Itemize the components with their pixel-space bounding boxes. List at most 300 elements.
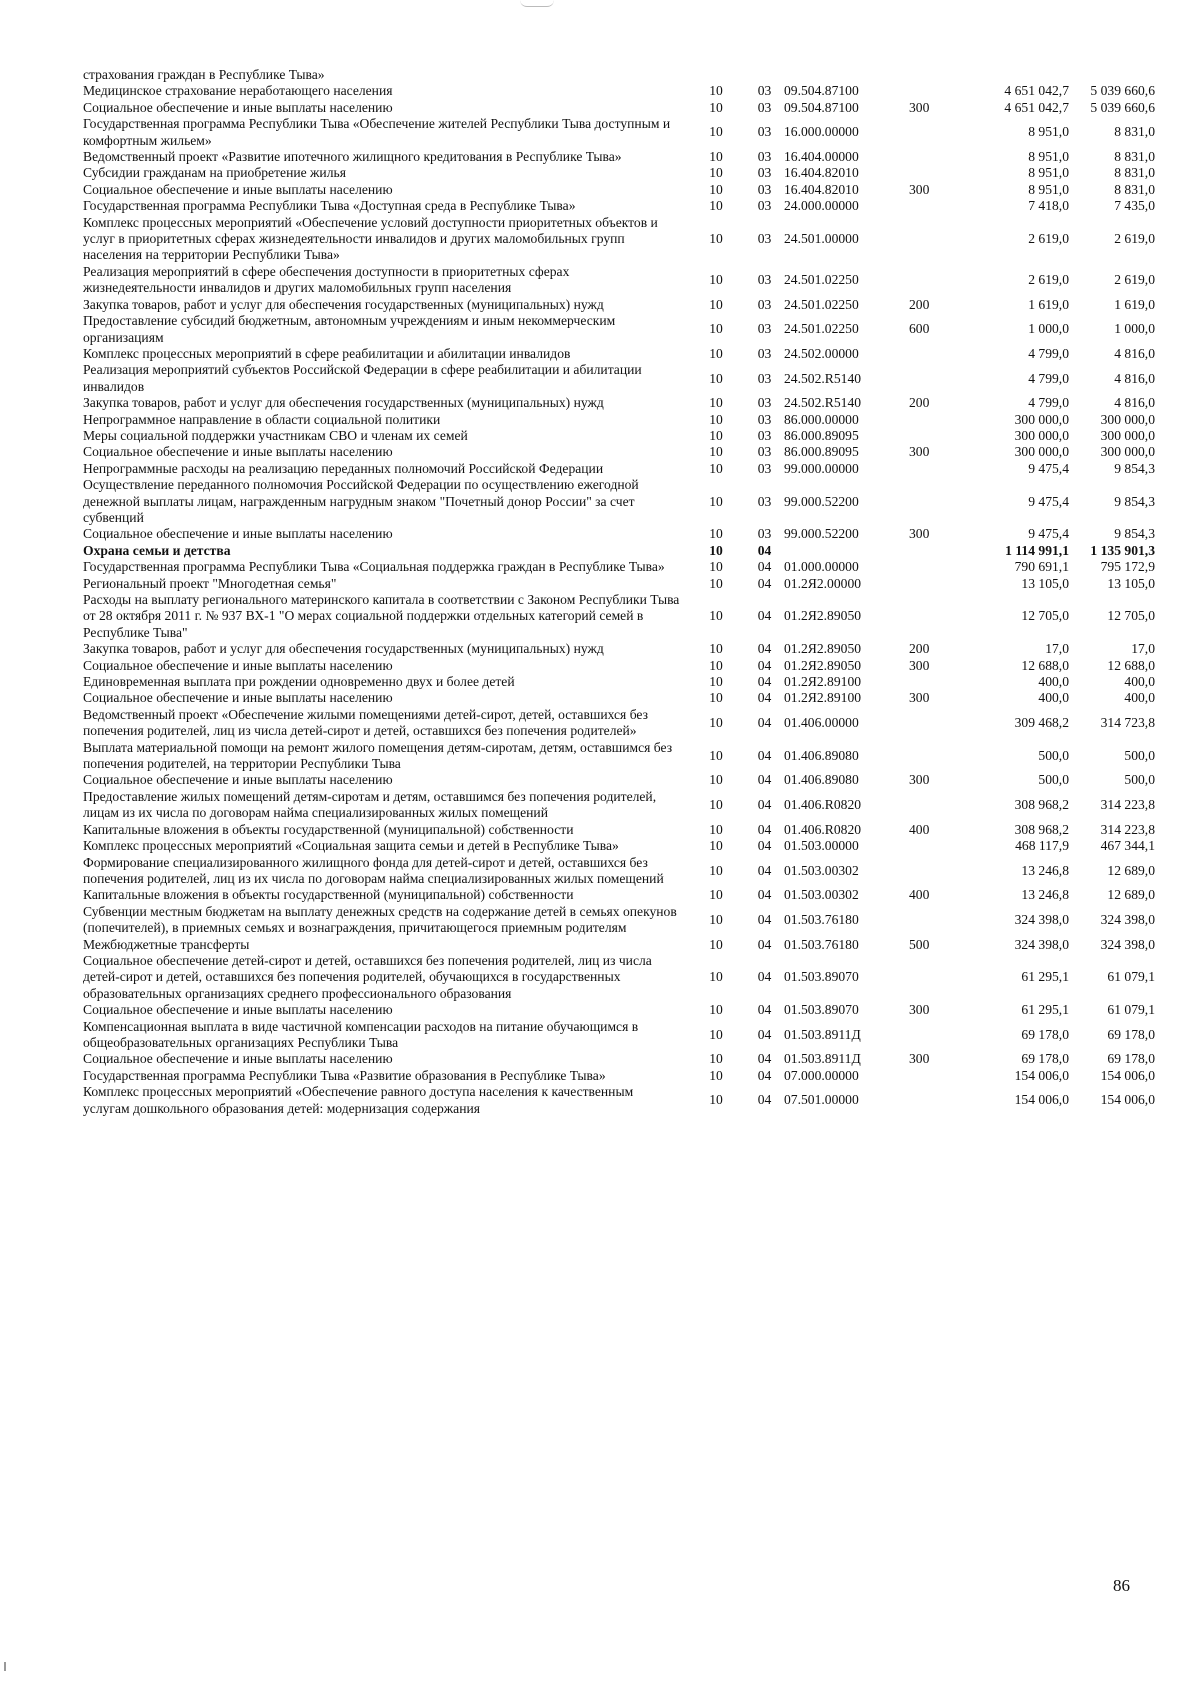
row-amount-year2: 154 006,0	[1100, 1067, 1155, 1083]
row-amount-year2: 8 831,0	[1114, 124, 1155, 140]
row-subsection: 03	[757, 296, 772, 312]
row-section: 10	[709, 911, 723, 927]
row-amount-year2: 5 039 660,6	[1090, 99, 1155, 115]
row-target-article: 01.503.89070	[784, 969, 859, 985]
row-section: 10	[709, 690, 723, 706]
row-subsection: 04	[757, 657, 772, 673]
row-amount-year2: 8 831,0	[1114, 181, 1155, 197]
row-amount-year2	[1069, 67, 1155, 83]
row-expense-type	[909, 838, 964, 854]
row-amount-year1: 500,0	[1038, 747, 1069, 763]
row-subsection: 04	[757, 559, 772, 575]
row-section: 10	[709, 559, 723, 575]
row-expense-type: 300	[909, 690, 930, 706]
row-section: 10	[709, 772, 723, 788]
row-subsection: 03	[757, 198, 772, 214]
row-amount-year2: 61 079,1	[1107, 969, 1155, 985]
row-target-article: 07.501.00000	[784, 1092, 859, 1108]
row-section: 10	[709, 969, 723, 985]
table-row	[83, 1002, 1155, 1018]
scan-mark-left	[4, 1662, 6, 1671]
row-subsection: 03	[757, 370, 772, 386]
row-expense-type: 300	[909, 99, 930, 115]
row-name: Социальное обеспечение и иные выплаты населению	[83, 99, 393, 115]
row-subsection: 04	[757, 1002, 772, 1018]
row-name: Социальное обеспечение и иные выплаты населению	[83, 181, 393, 197]
table-row	[83, 116, 1155, 149]
table-row	[83, 740, 1155, 773]
row-target-article: 16.404.82010	[784, 181, 859, 197]
row-target-article: 01.503.76180	[784, 936, 859, 952]
table-row	[83, 346, 1155, 362]
row-amount-year2: 12 705,0	[1107, 608, 1155, 624]
row-amount-year2: 9 854,3	[1114, 460, 1155, 476]
row-name: Субвенции местным бюджетам на выплату денежных средств на содержание детей в семьях опекунов (попечителей), в приемных семьях и вознаграждения, причитающегося приемным родителям	[83, 903, 677, 936]
row-subsection: 04	[757, 1051, 772, 1067]
row-subsection: 04	[757, 608, 772, 624]
row-amount-year2: 314 223,8	[1100, 797, 1155, 813]
row-expense-type: 200	[909, 296, 930, 312]
row-expense-type: 300	[909, 181, 930, 197]
row-target-article: 01.503.00302	[784, 862, 859, 878]
row-expense-type	[909, 740, 964, 773]
row-amount-year1: 500,0	[1038, 772, 1069, 788]
row-subsection: 04	[757, 690, 772, 706]
row-amount-year2: 8 831,0	[1114, 165, 1155, 181]
row-name: Социальное обеспечение детей-сирот и детей, оставшихся без попечения родителей, лиц из числа детей-сирот и детей, оставшихся без попечения родителей, обучающихся в государственных образовательных организациях среднего профессионального образования	[83, 952, 652, 1001]
row-section: 10	[709, 715, 723, 731]
row-subsection: 03	[757, 493, 772, 509]
table-row	[83, 1084, 1155, 1117]
row-name: Социальное обеспечение и иные выплаты населению	[83, 526, 393, 542]
row-amount-year1: 13 246,8	[1021, 887, 1069, 903]
row-target-article: 24.501.02250	[784, 321, 859, 337]
row-expense-type: 300	[909, 444, 930, 460]
table-row	[83, 658, 1155, 674]
row-amount-year2: 8 831,0	[1114, 149, 1155, 165]
row-expense-type: 300	[909, 1002, 930, 1018]
row-subsection: 04	[757, 969, 772, 985]
row-section: 10	[709, 641, 723, 657]
row-name: Региональный проект "Многодетная семья"	[83, 575, 337, 591]
row-amount-year2: 1 619,0	[1114, 296, 1155, 312]
row-target-article: 01.2Я2.89050	[784, 657, 862, 673]
row-subsection: 04	[757, 821, 772, 837]
row-target-article: 16.000.00000	[784, 124, 859, 140]
row-target-article: 86.000.89095	[784, 444, 859, 460]
page-number: 86	[1113, 1576, 1130, 1595]
row-subsection: 03	[757, 526, 772, 542]
row-target-article: 01.406.89080	[784, 747, 859, 763]
row-amount-year1	[964, 67, 1069, 83]
row-amount-year2: 300 000,0	[1100, 427, 1155, 443]
row-subsection: 03	[757, 181, 772, 197]
row-amount-year1: 61 295,1	[1021, 969, 1069, 985]
row-expense-type	[909, 67, 964, 83]
row-name: Социальное обеспечение и иные выплаты населению	[83, 444, 393, 460]
row-section: 10	[709, 124, 723, 140]
row-amount-year2: 795 172,9	[1100, 559, 1155, 575]
row-expense-type: 300	[909, 526, 930, 542]
row-section: 10	[709, 460, 723, 476]
row-amount-year2: 69 178,0	[1107, 1026, 1155, 1042]
table-row	[83, 772, 1155, 788]
row-amount-year1: 17,0	[1045, 641, 1069, 657]
table-row	[83, 543, 1155, 559]
row-expense-type	[909, 789, 964, 822]
row-amount-year2: 400,0	[1124, 690, 1155, 706]
row-expense-type: 600	[909, 321, 930, 337]
row-target-article: 01.2Я2.89100	[784, 690, 862, 706]
row-amount-year1: 4 651 042,7	[1004, 83, 1069, 99]
row-amount-year1: 8 951,0	[1028, 124, 1069, 140]
row-name: Охрана семьи и детства	[83, 542, 231, 558]
row-expense-type	[909, 1068, 964, 1084]
table-row	[83, 822, 1155, 838]
row-subsection: 04	[757, 887, 772, 903]
row-target-article: 01.503.00302	[784, 887, 859, 903]
row-amount-year2: 9 854,3	[1114, 493, 1155, 509]
row-section: 10	[709, 674, 723, 690]
row-expense-type	[909, 461, 964, 477]
row-subsection: 04	[757, 772, 772, 788]
row-subsection: 04	[757, 936, 772, 952]
row-section: 10	[709, 444, 723, 460]
row-amount-year2: 4 816,0	[1114, 395, 1155, 411]
row-target-article: 01.2Я2.89050	[784, 641, 862, 657]
row-target-article: 24.501.02250	[784, 296, 859, 312]
row-name: Реализация мероприятий в сфере обеспечения доступности в приоритетных сферах жизнедеятельности инвалидов и других маломобильных групп населения	[83, 263, 570, 296]
table-row	[83, 559, 1155, 575]
table-row	[83, 412, 1155, 428]
row-target-article: 16.404.00000	[784, 149, 859, 165]
table-row	[83, 477, 1155, 526]
row-subsection: 04	[757, 911, 772, 927]
row-name: Комплекс процессных мероприятий в сфере реабилитации и абилитации инвалидов	[83, 345, 571, 361]
row-target-article: 16.404.82010	[784, 165, 859, 181]
row-subsection	[745, 67, 784, 83]
row-subsection: 03	[757, 231, 772, 247]
row-subsection: 04	[757, 747, 772, 763]
row-subsection: 04	[757, 862, 772, 878]
row-section: 10	[709, 1026, 723, 1042]
row-name: Государственная программа Республики Тыва «Развитие образования в Республике Тыва»	[83, 1067, 606, 1083]
row-section: 10	[709, 657, 723, 673]
row-amount-year1: 8 951,0	[1028, 165, 1069, 181]
row-section: 10	[709, 797, 723, 813]
row-section: 10	[709, 345, 723, 361]
row-target-article: 99.000.52200	[784, 526, 859, 542]
row-amount-year2: 154 006,0	[1100, 1092, 1155, 1108]
row-amount-year1: 1 000,0	[1028, 321, 1069, 337]
row-section: 10	[709, 526, 723, 542]
row-section: 10	[709, 1067, 723, 1083]
row-amount-year2: 5 039 660,6	[1090, 83, 1155, 99]
row-expense-type	[909, 904, 964, 937]
row-name: Государственная программа Республики Тыва «Доступная среда в Республике Тыва»	[83, 198, 576, 214]
row-amount-year2: 1 135 901,3	[1090, 542, 1155, 558]
row-section: 10	[709, 427, 723, 443]
row-section: 10	[709, 99, 723, 115]
row-expense-type	[909, 1084, 964, 1117]
row-name: Расходы на выплату регионального материнского капитала в соответствии с Законом Республики Тыва от 28 октября 2011 г. № 937 ВХ-1 "О мерах социальной поддержки отдельных категорий семей в Республике Тыва"	[83, 592, 680, 640]
row-expense-type	[909, 362, 964, 395]
row-amount-year1: 4 799,0	[1028, 395, 1069, 411]
row-expense-type: 300	[909, 772, 930, 788]
row-section: 10	[709, 370, 723, 386]
row-target-article: 99.000.52200	[784, 493, 859, 509]
row-expense-type	[909, 149, 964, 165]
row-target-article: 01.406.R0820	[784, 797, 862, 813]
row-expense-type	[909, 477, 964, 526]
budget-table-body	[83, 67, 1155, 1117]
table-row	[83, 313, 1155, 346]
row-amount-year1: 61 295,1	[1021, 1002, 1069, 1018]
row-section	[687, 67, 745, 83]
row-name: Осуществление переданного полномочия Российской Федерации по осуществлению ежегодной денежной выплаты лицам, награжденным нагрудным знаком "Почетный донор России" за счет субвенций	[83, 477, 639, 525]
row-name: Предоставление жилых помещений детям-сиротам и детям, оставшимся без попечения родителей, лицам из их числа по договорам найма специализированных жилых помещений	[83, 788, 657, 821]
row-subsection: 03	[757, 321, 772, 337]
row-section: 10	[709, 887, 723, 903]
row-amount-year2: 2 619,0	[1114, 231, 1155, 247]
row-subsection: 04	[757, 838, 772, 854]
row-subsection: 03	[757, 444, 772, 460]
row-expense-type: 500	[909, 936, 930, 952]
row-expense-type	[909, 215, 964, 264]
budget-table	[83, 67, 1155, 1117]
table-row	[83, 165, 1155, 181]
row-expense-type	[909, 855, 964, 888]
table-row	[83, 297, 1155, 313]
row-amount-year1: 9 475,4	[1028, 460, 1069, 476]
row-subsection: 03	[757, 395, 772, 411]
row-section: 10	[709, 272, 723, 288]
row-target-article: 24.000.00000	[784, 198, 859, 214]
row-amount-year1: 4 651 042,7	[1004, 99, 1069, 115]
row-subsection: 04	[757, 1067, 772, 1083]
table-row	[83, 444, 1155, 460]
row-section: 10	[709, 83, 723, 99]
row-amount-year1: 4 799,0	[1028, 370, 1069, 386]
row-subsection: 03	[757, 272, 772, 288]
row-amount-year1: 308 968,2	[1014, 821, 1069, 837]
row-amount-year2: 4 816,0	[1114, 345, 1155, 361]
row-expense-type: 300	[909, 1051, 930, 1067]
row-target-article: 86.000.00000	[784, 411, 859, 427]
row-section: 10	[709, 862, 723, 878]
row-amount-year2: 17,0	[1131, 641, 1155, 657]
row-expense-type	[909, 264, 964, 297]
row-name: Социальное обеспечение и иные выплаты населению	[83, 1051, 393, 1067]
row-target-article: 01.503.00000	[784, 838, 859, 854]
row-target-article: 01.406.89080	[784, 772, 859, 788]
row-amount-year1: 12 688,0	[1021, 657, 1069, 673]
row-subsection: 03	[757, 83, 772, 99]
row-amount-year1: 12 705,0	[1021, 608, 1069, 624]
row-name: Капитальные вложения в объекты государственной (муниципальной) собственности	[83, 887, 574, 903]
row-target-article: 01.406.00000	[784, 715, 859, 731]
row-name: Медицинское страхование неработающего населения	[83, 83, 393, 99]
row-subsection: 04	[757, 1092, 772, 1108]
row-amount-year2: 12 689,0	[1107, 887, 1155, 903]
table-row	[83, 674, 1155, 690]
row-subsection: 03	[757, 345, 772, 361]
row-name: Социальное обеспечение и иные выплаты населению	[83, 1002, 393, 1018]
row-expense-type: 400	[909, 887, 930, 903]
row-amount-year2: 7 435,0	[1114, 198, 1155, 214]
row-expense-type	[909, 543, 964, 559]
row-section: 10	[709, 838, 723, 854]
row-target-article: 01.000.00000	[784, 559, 859, 575]
table-row	[83, 953, 1155, 1002]
table-row	[83, 904, 1155, 937]
row-expense-type	[909, 83, 964, 99]
row-subsection: 03	[757, 149, 772, 165]
row-name: Закупка товаров, работ и услуг для обеспечения государственных (муниципальных) нужд	[83, 395, 604, 411]
row-amount-year2: 12 689,0	[1107, 862, 1155, 878]
row-amount-year2: 9 854,3	[1114, 526, 1155, 542]
row-amount-year1: 1 619,0	[1028, 296, 1069, 312]
row-section: 10	[709, 165, 723, 181]
row-expense-type	[909, 165, 964, 181]
row-amount-year1: 300 000,0	[1014, 444, 1069, 460]
row-name: Выплата материальной помощи на ремонт жилого помещения детям-сиротам, детям, оставшимся без попечения родителей, на территории Республики Тыва	[83, 739, 673, 772]
row-amount-year2: 300 000,0	[1100, 411, 1155, 427]
table-row	[83, 707, 1155, 740]
row-target-article: 01.2Я2.00000	[784, 575, 862, 591]
table-row	[83, 461, 1155, 477]
row-target-article: 01.503.8911Д	[784, 1026, 861, 1042]
table-row	[83, 395, 1155, 411]
row-target-article: 24.501.02250	[784, 272, 859, 288]
row-amount-year1: 154 006,0	[1014, 1092, 1069, 1108]
row-subsection: 04	[757, 797, 772, 813]
row-expense-type	[909, 198, 964, 214]
row-target-article: 24.502.00000	[784, 345, 859, 361]
row-amount-year1: 13 246,8	[1021, 862, 1069, 878]
row-amount-year2: 1 000,0	[1114, 321, 1155, 337]
row-amount-year2: 2 619,0	[1114, 272, 1155, 288]
row-section: 10	[709, 296, 723, 312]
row-section: 10	[709, 231, 723, 247]
scan-mark-top	[520, 0, 554, 7]
row-name: Межбюджетные трансферты	[83, 936, 250, 952]
row-section: 10	[709, 1002, 723, 1018]
table-row	[83, 838, 1155, 854]
row-target-article: 09.504.87100	[784, 83, 859, 99]
row-target-article: 01.503.76180	[784, 911, 859, 927]
row-section: 10	[709, 747, 723, 763]
row-section: 10	[709, 821, 723, 837]
row-amount-year2: 500,0	[1124, 772, 1155, 788]
row-section: 10	[709, 395, 723, 411]
row-amount-year2: 400,0	[1124, 674, 1155, 690]
table-row	[83, 362, 1155, 395]
row-name: страхования граждан в Республике Тыва»	[83, 67, 325, 82]
row-amount-year2: 61 079,1	[1107, 1002, 1155, 1018]
row-expense-type	[909, 674, 964, 690]
row-name: Социальное обеспечение и иные выплаты населению	[83, 690, 393, 706]
row-amount-year1: 13 105,0	[1021, 575, 1069, 591]
row-target-article: 01.503.8911Д	[784, 1051, 861, 1067]
row-amount-year2: 13 105,0	[1107, 575, 1155, 591]
row-name: Закупка товаров, работ и услуг для обеспечения государственных (муниципальных) нужд	[83, 641, 604, 657]
row-amount-year1: 324 398,0	[1014, 936, 1069, 952]
row-expense-type	[909, 116, 964, 149]
row-section: 10	[709, 936, 723, 952]
row-name: Непрограммные расходы на реализацию переданных полномочий Российской Федерации	[83, 460, 604, 476]
row-amount-year2: 467 344,1	[1100, 838, 1155, 854]
row-amount-year1: 8 951,0	[1028, 181, 1069, 197]
row-amount-year2: 4 816,0	[1114, 370, 1155, 386]
row-subsection: 03	[757, 411, 772, 427]
row-expense-type	[909, 576, 964, 592]
row-amount-year1: 69 178,0	[1021, 1051, 1069, 1067]
row-expense-type	[909, 592, 964, 641]
table-row	[83, 215, 1155, 264]
row-target-article: 01.406.R0820	[784, 821, 862, 837]
row-subsection: 04	[757, 641, 772, 657]
row-section: 10	[709, 542, 723, 558]
row-expense-type	[909, 953, 964, 1002]
row-amount-year2: 12 688,0	[1107, 657, 1155, 673]
row-name: Капитальные вложения в объекты государственной (муниципальной) собственности	[83, 821, 574, 837]
table-row	[83, 264, 1155, 297]
row-expense-type	[909, 412, 964, 428]
row-expense-type: 300	[909, 657, 930, 673]
row-subsection: 04	[757, 542, 772, 558]
row-subsection: 03	[757, 165, 772, 181]
table-row	[83, 855, 1155, 888]
row-target-article: 07.000.00000	[784, 1067, 859, 1083]
row-target-article: 24.501.00000	[784, 231, 859, 247]
row-section: 10	[709, 321, 723, 337]
row-name: Субсидии гражданам на приобретение жилья	[83, 165, 346, 181]
row-amount-year1: 790 691,1	[1014, 559, 1069, 575]
row-name: Закупка товаров, работ и услуг для обеспечения государственных (муниципальных) нужд	[83, 296, 604, 312]
row-amount-year2: 324 398,0	[1100, 936, 1155, 952]
row-section: 10	[709, 608, 723, 624]
row-subsection: 04	[757, 715, 772, 731]
row-target-article: 24.502.R5140	[784, 395, 862, 411]
row-amount-year1: 69 178,0	[1021, 1026, 1069, 1042]
row-name: Комплекс процессных мероприятий «Обеспечение равного доступа населения к качественным услугам дошкольного образования детей: модернизация содержания	[83, 1084, 634, 1116]
row-name: Государственная программа Республики Тыва «Обеспечение жителей Республики Тыва доступным и комфортным жильем»	[83, 116, 671, 148]
row-amount-year1: 9 475,4	[1028, 526, 1069, 542]
row-target-article: 24.502.R5140	[784, 370, 862, 386]
row-target-article: 01.2Я2.89050	[784, 608, 862, 624]
row-section: 10	[709, 493, 723, 509]
table-row	[83, 100, 1155, 116]
row-target-article: 86.000.89095	[784, 427, 859, 443]
row-name: Формирование специализированного жилищного фонда для детей-сирот и детей, оставшихся без попечения родителей, лиц из их числа по договорам найма специализированных жилых помещений	[83, 854, 664, 886]
row-subsection: 04	[757, 575, 772, 591]
row-target-article	[784, 67, 909, 83]
row-expense-type	[909, 1019, 964, 1052]
table-row	[83, 887, 1155, 903]
row-amount-year2: 314 223,8	[1100, 821, 1155, 837]
row-amount-year1: 400,0	[1038, 690, 1069, 706]
table-row	[83, 1019, 1155, 1052]
row-amount-year1: 400,0	[1038, 674, 1069, 690]
row-name: Государственная программа Республики Тыва «Социальная поддержка граждан в Республике Тыва»	[83, 559, 665, 575]
row-expense-type: 200	[909, 395, 930, 411]
row-amount-year1: 300 000,0	[1014, 427, 1069, 443]
table-row	[83, 937, 1155, 953]
row-name: Реализация мероприятий субъектов Российской Федерации в сфере реабилитации и абилитации инвалидов	[83, 362, 642, 394]
row-subsection: 03	[757, 99, 772, 115]
row-subsection: 03	[757, 460, 772, 476]
